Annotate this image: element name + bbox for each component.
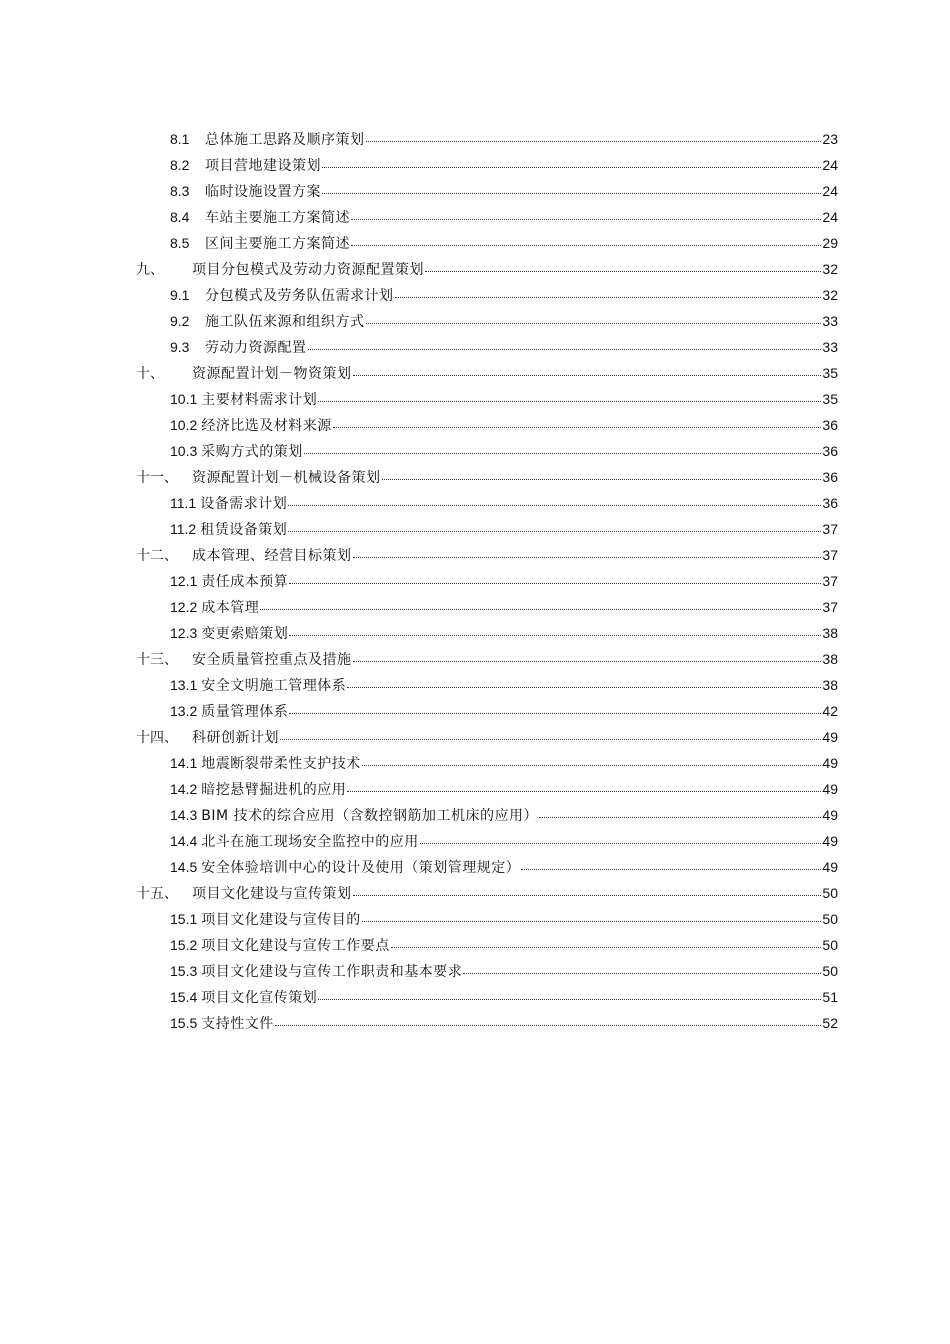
toc-section-entry[interactable] (136, 620, 838, 646)
toc-entry-page-number: 37 (822, 599, 838, 615)
toc-entry-title: 设备需求计划 (200, 496, 288, 512)
toc-section-entry[interactable] (136, 126, 838, 152)
toc-section-entry[interactable] (136, 308, 838, 334)
toc-entry-title: 车站主要施工方案简述 (205, 210, 350, 226)
toc-dot-leader (333, 426, 822, 428)
toc-dot-leader (353, 894, 822, 896)
toc-dot-leader (288, 504, 821, 506)
toc-entry-number: 十四、 (136, 729, 178, 745)
toc-entry-number: 8.4 (170, 209, 190, 225)
toc-entry-title: 项目文化建设与宣传策划 (192, 886, 352, 902)
toc-entry-page-number: 49 (822, 859, 838, 875)
toc-entry-page-number: 32 (822, 287, 838, 303)
toc-section-entry[interactable] (136, 204, 838, 230)
toc-entry-number: 十五、 (136, 885, 178, 901)
toc-entry-page-number: 50 (822, 937, 838, 953)
toc-entry-number: 15.2 (170, 937, 198, 953)
toc-entry-page-number: 36 (822, 417, 838, 433)
toc-entry-number: 13.1 (170, 677, 198, 693)
toc-entry-title: 安全文明施工管理体系 (201, 678, 347, 694)
toc-dot-leader (366, 140, 822, 142)
toc-entry-number: 10.3 (170, 443, 198, 459)
toc-entry-title: 租赁设备策划 (200, 522, 288, 538)
toc-entry-title: 项目文化建设与宣传工作要点 (201, 938, 390, 954)
toc-entry-page-number: 51 (822, 989, 838, 1005)
toc-entry-page-number: 37 (822, 573, 838, 589)
toc-section-entry[interactable] (136, 932, 838, 958)
toc-entry-number: 8.3 (170, 183, 190, 199)
toc-dot-leader (420, 842, 822, 844)
toc-entry-number: 九、 (136, 261, 164, 277)
toc-section-entry[interactable] (136, 828, 838, 854)
toc-dot-leader (308, 348, 822, 350)
toc-entry-number: 十二、 (136, 547, 178, 563)
toc-entry-title: 责任成本预算 (201, 574, 289, 590)
toc-entry-number: 12.3 (170, 625, 198, 641)
toc-entry-title: 施工队伍来源和组织方式 (205, 314, 365, 330)
toc-dot-leader (289, 582, 821, 584)
toc-dot-leader (288, 530, 821, 532)
toc-dot-leader (318, 998, 821, 1000)
toc-section-entry[interactable] (136, 334, 838, 360)
toc-entry-page-number: 42 (822, 703, 838, 719)
toc-dot-leader (347, 686, 821, 688)
toc-entry-page-number: 49 (822, 833, 838, 849)
toc-section-entry[interactable] (136, 412, 838, 438)
toc-entry-number: 15.4 (170, 989, 198, 1005)
toc-section-entry[interactable] (136, 152, 838, 178)
toc-entry-page-number: 35 (822, 391, 838, 407)
toc-section-entry[interactable] (136, 776, 838, 802)
toc-entry-page-number: 29 (822, 235, 838, 251)
toc-entry-title: 区间主要施工方案简述 (205, 236, 350, 252)
toc-entry-number: 8.2 (170, 157, 190, 173)
toc-dot-leader (351, 244, 821, 246)
toc-entry-number: 9.3 (170, 339, 190, 355)
toc-entry-number: 14.3 (170, 807, 198, 823)
toc-entry-page-number: 33 (822, 313, 838, 329)
toc-dot-leader (322, 166, 821, 168)
toc-dot-leader (289, 712, 821, 714)
toc-dot-leader (280, 738, 821, 740)
toc-entry-number: 10.1 (170, 391, 198, 407)
toc-entry-page-number: 36 (822, 495, 838, 511)
toc-chapter-entry[interactable] (136, 360, 838, 386)
toc-entry-title: 安全质量管控重点及措施 (192, 652, 352, 668)
toc-entry-page-number: 37 (822, 547, 838, 563)
toc-dot-leader (318, 400, 821, 402)
toc-dot-leader (521, 868, 821, 870)
toc-entry-number: 14.5 (170, 859, 198, 875)
toc-entry-title: 资源配置计划－物资策划 (192, 366, 352, 382)
toc-section-entry[interactable] (136, 282, 838, 308)
toc-entry-number: 14.2 (170, 781, 198, 797)
toc-dot-leader (260, 608, 821, 610)
toc-entry-title: 采购方式的策划 (201, 444, 303, 460)
toc-entry-title: 项目营地建设策划 (205, 158, 321, 174)
toc-entry-title: 主要材料需求计划 (201, 392, 318, 408)
toc-entry-page-number: 24 (822, 183, 838, 199)
toc-entry-page-number: 50 (822, 963, 838, 979)
toc-entry-title: 成本管理 (201, 600, 260, 616)
toc-section-entry[interactable] (136, 984, 838, 1010)
toc-entry-title: 项目分包模式及劳动力资源配置策划 (192, 262, 424, 278)
toc-entry-title: 劳动力资源配置 (205, 340, 307, 356)
toc-entry-title: 变更索赔策划 (201, 626, 289, 642)
toc-entry-number: 15.1 (170, 911, 198, 927)
toc-dot-leader (353, 556, 822, 558)
toc-entry-page-number: 36 (822, 469, 838, 485)
toc-entry-page-number: 49 (822, 755, 838, 771)
toc-entry-page-number: 50 (822, 911, 838, 927)
toc-section-entry[interactable] (136, 750, 838, 776)
toc-dot-leader (395, 296, 822, 298)
toc-entry-page-number: 37 (822, 521, 838, 537)
table-of-contents (136, 126, 838, 1036)
toc-entry-title: 资源配置计划－机械设备策划 (192, 470, 381, 486)
toc-entry-number: 13.2 (170, 703, 198, 719)
toc-section-entry[interactable] (136, 698, 838, 724)
toc-entry-number: 9.1 (170, 287, 190, 303)
toc-entry-number: 8.1 (170, 131, 190, 147)
toc-entry-title: 成本管理、经营目标策划 (192, 548, 352, 564)
toc-section-entry[interactable] (136, 516, 838, 542)
toc-dot-leader (347, 790, 821, 792)
toc-entry-page-number: 38 (822, 651, 838, 667)
toc-dot-leader (366, 322, 822, 324)
toc-entry-number: 15.3 (170, 963, 198, 979)
toc-section-entry[interactable] (136, 906, 838, 932)
toc-entry-page-number: 35 (822, 365, 838, 381)
toc-entry-page-number: 24 (822, 157, 838, 173)
toc-section-entry[interactable] (136, 438, 838, 464)
toc-entry-number: 十一、 (136, 469, 178, 485)
toc-entry-number: 8.5 (170, 235, 190, 251)
toc-chapter-entry[interactable] (136, 464, 838, 490)
toc-section-entry[interactable] (136, 568, 838, 594)
toc-entry-title: 经济比选及材料来源 (201, 418, 332, 434)
toc-entry-number: 10.2 (170, 417, 198, 433)
toc-section-entry[interactable] (136, 854, 838, 880)
toc-entry-number: 十、 (136, 365, 164, 381)
toc-entry-number: 11.1 (170, 495, 197, 511)
toc-entry-title: 项目文化建设与宣传工作职责和基本要求 (201, 964, 463, 980)
toc-dot-leader (351, 218, 821, 220)
toc-chapter-entry[interactable] (136, 542, 838, 568)
toc-entry-number: 14.1 (170, 755, 198, 771)
toc-entry-page-number: 32 (822, 261, 838, 277)
toc-dot-leader (539, 816, 821, 818)
toc-entry-page-number: 36 (822, 443, 838, 459)
toc-dot-leader (391, 946, 822, 948)
toc-entry-title: 北斗在施工现场安全监控中的应用 (201, 834, 419, 850)
toc-dot-leader (289, 634, 821, 636)
toc-entry-page-number: 49 (822, 781, 838, 797)
toc-entry-page-number: 33 (822, 339, 838, 355)
toc-entry-page-number: 52 (822, 1015, 838, 1031)
toc-entry-title: 临时设施设置方案 (205, 184, 321, 200)
toc-section-entry[interactable] (136, 178, 838, 204)
toc-entry-title: 科研创新计划 (192, 730, 279, 746)
toc-entry-number: 9.2 (170, 313, 190, 329)
toc-dot-leader (304, 452, 822, 454)
toc-dot-leader (275, 1024, 822, 1026)
toc-dot-leader (353, 660, 822, 662)
toc-section-entry[interactable] (136, 386, 838, 412)
toc-entry-title: 暗挖悬臂掘进机的应用 (201, 782, 347, 798)
toc-section-entry[interactable] (136, 672, 838, 698)
toc-entry-title: 分包模式及劳务队伍需求计划 (205, 288, 394, 304)
toc-section-entry[interactable] (136, 594, 838, 620)
toc-chapter-entry[interactable] (136, 724, 838, 750)
toc-entry-number: 十三、 (136, 651, 178, 667)
toc-entry-title: 质量管理体系 (201, 704, 289, 720)
toc-entry-title: 安全体验培训中心的设计及使用（策划管理规定） (201, 860, 521, 876)
toc-section-entry[interactable] (136, 230, 838, 256)
toc-entry-title: 项目文化宣传策划 (201, 990, 318, 1006)
toc-dot-leader (353, 374, 822, 376)
toc-entry-page-number: 38 (822, 677, 838, 693)
toc-entry-title: 支持性文件 (201, 1016, 274, 1032)
toc-section-entry[interactable] (136, 802, 838, 828)
toc-chapter-entry[interactable] (136, 880, 838, 906)
toc-entry-page-number: 49 (822, 729, 838, 745)
toc-dot-leader (322, 192, 821, 194)
toc-section-entry[interactable] (136, 490, 838, 516)
toc-entry-number: 12.2 (170, 599, 198, 615)
toc-entry-number: 11.2 (170, 521, 197, 537)
toc-entry-title: 总体施工思路及顺序策划 (205, 132, 365, 148)
toc-section-entry[interactable] (136, 958, 838, 984)
toc-entry-title: 项目文化建设与宣传目的 (201, 912, 361, 928)
toc-section-entry[interactable] (136, 1010, 838, 1036)
toc-entry-number: 12.1 (170, 573, 198, 589)
toc-entry-page-number: 50 (822, 885, 838, 901)
toc-entry-page-number: 24 (822, 209, 838, 225)
toc-dot-leader (362, 920, 822, 922)
toc-chapter-entry[interactable] (136, 256, 838, 282)
toc-entry-page-number: 49 (822, 807, 838, 823)
toc-dot-leader (463, 972, 821, 974)
toc-dot-leader (362, 764, 822, 766)
toc-entry-number: 14.4 (170, 833, 198, 849)
toc-entry-page-number: 23 (822, 131, 838, 147)
toc-chapter-entry[interactable] (136, 646, 838, 672)
toc-entry-title: 地震断裂带柔性支护技术 (201, 756, 361, 772)
toc-dot-leader (382, 478, 822, 480)
toc-entry-title: BIM 技术的综合应用（含数控钢筋加工机床的应用） (201, 808, 539, 824)
toc-entry-page-number: 38 (822, 625, 838, 641)
toc-dot-leader (425, 270, 821, 272)
toc-entry-number: 15.5 (170, 1015, 198, 1031)
